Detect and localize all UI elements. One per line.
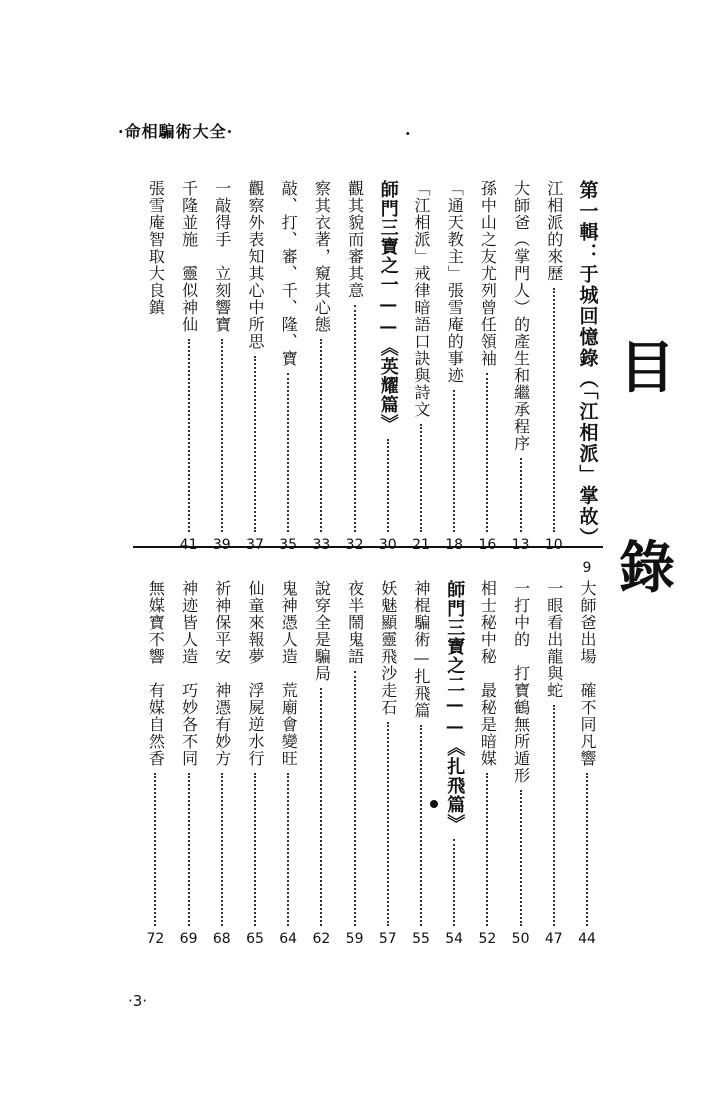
dot-leader	[320, 688, 322, 926]
toc-entry-page: 30	[378, 537, 397, 553]
toc-entry	[242, 180, 268, 552]
dot-leader	[387, 439, 389, 532]
toc-title-char-1: 目	[619, 335, 675, 401]
page-number: ·3·	[128, 992, 148, 1010]
toc-entry-title: 張雪庵智取大良鎮	[146, 180, 166, 316]
dot-leader	[520, 458, 522, 532]
toc-entry-page: 10	[544, 537, 563, 553]
toc-entry	[408, 580, 434, 946]
toc-entry-page: 52	[478, 931, 497, 947]
toc-entry	[209, 180, 235, 552]
toc-entry-title: 一敲得手 立刻響寶	[212, 180, 232, 333]
dot-leader	[188, 773, 190, 926]
toc-entry-title: 敲、打、審、千、隆、寶	[279, 180, 299, 367]
toc-entry-page: 64	[279, 931, 298, 947]
dot-leader	[221, 773, 223, 926]
dot-leader	[188, 339, 190, 532]
toc-entry-page: 68	[212, 931, 231, 947]
toc-entry-title: 一打中的 打寶鶴無所遁形	[511, 580, 531, 784]
dot-leader	[553, 288, 555, 532]
toc-entry-page: 57	[378, 931, 397, 947]
toc-entry-title: 鬼神憑人造 荒廟會變旺	[279, 580, 299, 767]
toc-entry-title: 無媒寶不響 有媒自然香	[146, 580, 166, 767]
dot-mark: ·	[405, 124, 411, 143]
dot-leader	[287, 773, 289, 926]
toc-entry-page: 62	[312, 931, 331, 947]
toc-entry-page: 18	[445, 537, 464, 553]
toc-entry-title: 孫中山之友尤列曾任領袖	[478, 180, 498, 367]
toc-entry-page: 13	[511, 537, 530, 553]
toc-entry-title: 神迹皆人造 巧妙各不同	[179, 580, 199, 767]
running-head: ·命相騙術大全·	[118, 121, 234, 141]
toc-entry-title: 一眼看出龍與蛇	[544, 580, 564, 699]
toc-entry-title: 觀察外表知其心中所思	[246, 180, 265, 350]
toc-entry	[176, 180, 202, 552]
toc-entry-title: 仙童來報夢 浮屍逆水行	[246, 580, 265, 767]
toc-entry	[508, 180, 534, 552]
dot-leader	[486, 373, 488, 532]
toc-entry-page: 72	[146, 931, 165, 947]
toc-entry	[375, 180, 401, 552]
toc-entry-title: 察其衣著，窺其心態	[312, 180, 332, 333]
dot-leader	[354, 671, 356, 926]
dot-leader	[354, 305, 356, 532]
dot-leader	[520, 790, 522, 926]
dot-leader	[154, 773, 156, 926]
toc-entry-page: 50	[511, 931, 530, 947]
toc-entry	[176, 580, 202, 946]
toc-entry-page: 35	[279, 537, 298, 553]
toc-entry-page: 16	[478, 537, 497, 553]
toc-entry	[474, 180, 500, 552]
dot-leader	[221, 339, 223, 532]
toc-entry	[308, 580, 334, 946]
toc-entry-page: 59	[345, 931, 364, 947]
toc-entry-title: 觀其貌而審其意	[345, 180, 365, 299]
toc-entry-title: 第一輯：于城回憶錄（「江相派」掌故）	[576, 180, 599, 549]
toc-entry-title: 說穿全是騙局	[312, 580, 332, 682]
toc-entry-title: 相士秘中秘 最秘是暗媒	[478, 580, 498, 767]
toc-entry	[574, 580, 600, 946]
toc-entry-page: 39	[212, 537, 231, 553]
dot-leader	[453, 839, 455, 926]
toc-entry	[308, 180, 334, 552]
toc-entry-page: 21	[412, 537, 430, 553]
toc-entry-page: 54	[445, 931, 464, 947]
dot-leader	[320, 339, 322, 532]
toc-entry	[441, 580, 467, 946]
toc-entry-page: 44	[578, 931, 596, 947]
toc-entry	[242, 580, 268, 946]
toc-entry-page: 41	[179, 537, 198, 553]
toc-entry-title: 大師爸出場 確不同凡響	[578, 580, 597, 767]
dot-leader	[586, 773, 588, 926]
toc-entry-page: 55	[412, 931, 430, 947]
toc-entry-page: 65	[246, 931, 264, 947]
toc-entry-title: 江相派的來歷	[544, 180, 564, 282]
toc-entry-title: 祈神保平安 神憑有妙方	[212, 580, 232, 767]
toc-entry	[142, 180, 168, 552]
toc-entry	[209, 580, 235, 946]
toc-entry-title: 夜半鬧鬼語	[345, 580, 365, 665]
toc-entry-page: 32	[345, 537, 364, 553]
toc-entry	[508, 580, 534, 946]
toc-entry	[342, 580, 368, 946]
dot-leader	[420, 424, 422, 532]
toc-entry	[541, 580, 567, 946]
toc-entry-title: 師門三寶之二——《扎飛篇》	[444, 580, 466, 833]
toc-entry	[275, 580, 301, 946]
toc-title-char-2: 錄	[619, 535, 675, 601]
toc-entry-title: 神棍騙術—扎飛篇	[412, 580, 431, 719]
toc-entry	[342, 180, 368, 552]
toc-entry-title: 「通天教主」張雪庵的事迹	[445, 180, 465, 384]
dot-leader	[287, 373, 289, 532]
toc-entry-page: 47	[544, 931, 563, 947]
dot-leader	[420, 725, 422, 926]
toc-entry-title: 妖魅顯靈飛沙走石	[378, 580, 398, 716]
toc-entry	[408, 180, 434, 552]
toc-entry	[142, 580, 168, 946]
toc-entry	[541, 180, 567, 552]
toc-entry-page: 37	[246, 537, 264, 553]
toc-entry	[375, 580, 401, 946]
dot-leader	[553, 705, 555, 926]
toc-entry-page: 9	[582, 559, 592, 576]
dot-leader	[387, 722, 389, 926]
toc-entry	[275, 180, 301, 552]
dot-leader	[486, 773, 488, 926]
dot-leader	[254, 356, 256, 532]
toc-entry	[441, 180, 467, 552]
dot-leader	[254, 773, 256, 926]
toc-entry	[474, 580, 500, 946]
toc-entry-title: 千隆並施 靈似神仙	[179, 180, 199, 333]
toc-entry-title: 師門三寶之一——《英耀篇》	[377, 180, 399, 433]
toc-entry	[574, 180, 600, 576]
toc-entry-page: 33	[312, 537, 331, 553]
toc-entry-title: 「江相派」戒律暗語口訣與詩文	[412, 180, 431, 418]
toc-entry-title: 大師爸（掌門人）的產生和繼承程序	[511, 180, 531, 452]
toc-entry-page: 69	[179, 931, 198, 947]
dot-leader	[453, 390, 455, 532]
